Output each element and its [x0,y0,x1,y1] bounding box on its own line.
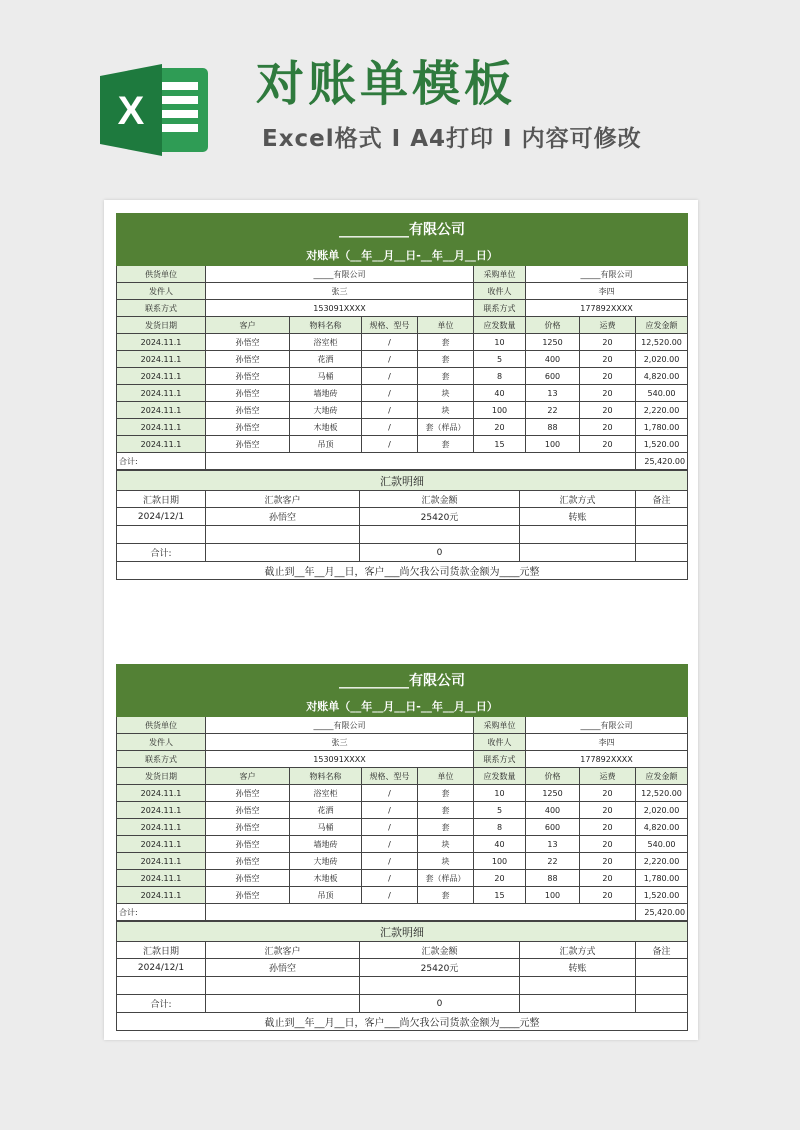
supplier-value[interactable]: _____有限公司 [206,266,474,283]
table-cell[interactable]: 40 [474,836,526,853]
balance-note[interactable]: 截止到__年__月__日，客户___尚欠我公司货款金额为____元整 [117,562,688,580]
table-cell[interactable]: 墙地砖 [290,836,362,853]
remittance-cell[interactable]: 2024/12/1 [117,508,206,526]
remittance-total-label: 合计: [117,544,206,562]
period-title[interactable]: 对账单（__年__月__日-__年__月__日） [117,244,688,266]
table-row [117,870,688,887]
table-cell[interactable]: 22 [526,402,580,419]
table-cell[interactable]: / [362,402,418,419]
table-cell[interactable]: 2,220.00 [636,853,688,870]
table-cell[interactable]: / [362,385,418,402]
contact-label-right: 联系方式 [474,751,526,768]
table-cell[interactable]: 400 [526,802,580,819]
table-cell[interactable]: 1,520.00 [636,887,688,904]
table-cell[interactable]: 大地砖 [290,402,362,419]
table-cell[interactable]: 20 [580,785,636,802]
table-cell[interactable]: 孙悟空 [206,836,290,853]
table-cell[interactable]: 吊顶 [290,436,362,453]
table-cell[interactable]: 100 [474,853,526,870]
table-cell[interactable]: 22 [526,853,580,870]
table-cell[interactable]: 4,820.00 [636,819,688,836]
column-header: 物料名称 [290,768,362,785]
table-cell[interactable]: 20 [580,334,636,351]
table-cell[interactable]: 20 [580,836,636,853]
remittance-title: 汇款明细 [117,471,688,491]
statement-copy-2 [116,664,687,1031]
buyer-label: 采购单位 [474,717,526,734]
table-cell[interactable]: / [362,419,418,436]
remittance-row [117,959,688,977]
table-cell[interactable]: 540.00 [636,836,688,853]
table-cell[interactable]: 套 [418,368,474,385]
remittance-column-header: 汇款日期 [117,942,206,959]
table-cell[interactable]: 10 [474,334,526,351]
table-cell[interactable]: 20 [580,351,636,368]
table-cell[interactable]: 88 [526,870,580,887]
table-cell[interactable]: 孙悟空 [206,402,290,419]
remittance-column-header: 汇款日期 [117,491,206,508]
table-cell[interactable]: / [362,819,418,836]
table-cell[interactable]: 块 [418,853,474,870]
total-spacer [206,904,636,921]
statement-table [116,664,688,921]
table-cell[interactable]: 2024.11.1 [117,802,206,819]
table-cell[interactable]: 2024.11.1 [117,836,206,853]
contact-label-left: 联系方式 [117,300,206,317]
table-cell[interactable]: 5 [474,351,526,368]
column-header: 应发数量 [474,768,526,785]
table-cell[interactable]: 孙悟空 [206,785,290,802]
table-cell[interactable]: 540.00 [636,385,688,402]
sender-value[interactable]: 张三 [206,283,474,300]
table-cell[interactable]: 块 [418,385,474,402]
table-cell[interactable]: 13 [526,836,580,853]
table-cell[interactable]: 100 [526,436,580,453]
table-cell[interactable]: 吊顶 [290,887,362,904]
table-row [117,334,688,351]
receiver-label: 收件人 [474,734,526,751]
remittance-column-header: 汇款金额 [360,942,520,959]
table-cell[interactable]: 1,780.00 [636,870,688,887]
buyer-value[interactable]: _____有限公司 [526,717,688,734]
remittance-row-empty [117,977,688,995]
remittance-cell[interactable]: 孙悟空 [206,959,360,977]
excel-logo-icon [100,62,212,158]
table-cell[interactable]: 木地板 [290,870,362,887]
table-cell[interactable]: 15 [474,887,526,904]
table-cell[interactable]: 2024.11.1 [117,887,206,904]
company-title[interactable]: __________有限公司 [117,665,688,695]
table-cell[interactable]: 600 [526,819,580,836]
table-cell[interactable]: 20 [474,419,526,436]
remittance-table [116,470,688,580]
column-header: 价格 [526,317,580,334]
table-cell[interactable]: 套 [418,802,474,819]
table-cell[interactable]: 100 [526,887,580,904]
table-row [117,887,688,904]
table-cell[interactable]: 2024.11.1 [117,819,206,836]
table-cell[interactable]: 20 [580,802,636,819]
table-cell[interactable]: / [362,334,418,351]
contact-label-right: 联系方式 [474,300,526,317]
table-cell[interactable]: 600 [526,368,580,385]
page-header [0,0,800,190]
column-header: 应发金额 [636,317,688,334]
table-cell[interactable]: 2,020.00 [636,802,688,819]
table-cell[interactable]: 20 [580,402,636,419]
total-value[interactable]: 25,420.00 [636,453,688,470]
contact-value-right[interactable]: 177892XXXX [526,751,688,768]
table-cell[interactable]: 孙悟空 [206,853,290,870]
remittance-title: 汇款明细 [117,922,688,942]
table-cell[interactable]: 大地砖 [290,853,362,870]
remittance-column-header: 汇款客户 [206,491,360,508]
table-cell[interactable]: 马桶 [290,819,362,836]
table-row [117,351,688,368]
table-cell[interactable]: 4,820.00 [636,368,688,385]
table-cell[interactable]: 1,520.00 [636,436,688,453]
table-cell[interactable]: 木地板 [290,419,362,436]
column-header: 单位 [418,317,474,334]
table-row [117,853,688,870]
table-cell[interactable]: 花洒 [290,802,362,819]
sender-label: 发件人 [117,283,206,300]
table-cell[interactable]: 20 [580,819,636,836]
table-cell[interactable]: 15 [474,436,526,453]
buyer-value[interactable]: _____有限公司 [526,266,688,283]
table-cell[interactable]: 20 [580,887,636,904]
remittance-cell[interactable]: 孙悟空 [206,508,360,526]
table-cell[interactable]: 孙悟空 [206,887,290,904]
remittance-cell[interactable]: 2024/12/1 [117,959,206,977]
column-header: 应发金额 [636,768,688,785]
table-cell[interactable]: / [362,436,418,453]
receiver-value[interactable]: 李四 [526,283,688,300]
table-cell[interactable]: 20 [580,436,636,453]
table-cell[interactable]: 8 [474,368,526,385]
contact-value-right[interactable]: 177892XXXX [526,300,688,317]
table-cell[interactable]: 套 [418,436,474,453]
contact-value-left[interactable]: 153091XXXX [206,300,474,317]
table-cell[interactable]: 花洒 [290,351,362,368]
remittance-column-header: 汇款方式 [520,942,636,959]
remittance-table [116,921,688,1031]
table-cell[interactable]: 2024.11.1 [117,419,206,436]
remittance-cell[interactable]: 转账 [520,959,636,977]
remittance-cell[interactable]: 转账 [520,508,636,526]
table-cell[interactable]: 1,780.00 [636,419,688,436]
table-cell[interactable]: 10 [474,785,526,802]
table-cell[interactable]: 2024.11.1 [117,785,206,802]
remittance-total-label: 合计: [117,995,206,1013]
page-subtitle: Excel格式 I A4打印 I 内容可修改 [262,126,642,152]
table-cell[interactable]: 13 [526,385,580,402]
document-sheet [104,200,698,1040]
table-cell[interactable]: 浴室柜 [290,334,362,351]
table-cell[interactable]: 套 [418,887,474,904]
sender-value[interactable]: 张三 [206,734,474,751]
sender-label: 发件人 [117,734,206,751]
table-cell[interactable]: / [362,887,418,904]
table-cell[interactable]: 1250 [526,334,580,351]
table-row [117,802,688,819]
table-cell[interactable]: 2024.11.1 [117,351,206,368]
remittance-column-header: 汇款客户 [206,942,360,959]
table-cell[interactable]: 套 [418,785,474,802]
table-cell[interactable]: 浴室柜 [290,785,362,802]
contact-value-left[interactable]: 153091XXXX [206,751,474,768]
total-label: 合计: [117,904,206,921]
column-header: 运费 [580,317,636,334]
table-cell[interactable]: / [362,870,418,887]
table-cell[interactable]: 20 [580,853,636,870]
remittance-column-header: 备注 [636,942,688,959]
supplier-value[interactable]: _____有限公司 [206,717,474,734]
receiver-value[interactable]: 李四 [526,734,688,751]
table-cell[interactable]: 12,520.00 [636,785,688,802]
table-row [117,368,688,385]
table-cell[interactable]: / [362,785,418,802]
remittance-column-header: 备注 [636,491,688,508]
contact-label-left: 联系方式 [117,751,206,768]
table-cell[interactable]: 2024.11.1 [117,436,206,453]
table-cell[interactable]: 400 [526,351,580,368]
table-cell[interactable]: / [362,351,418,368]
remittance-column-header: 汇款金额 [360,491,520,508]
column-header: 物料名称 [290,317,362,334]
table-cell[interactable]: 2024.11.1 [117,334,206,351]
table-cell[interactable]: 100 [474,402,526,419]
table-cell[interactable]: 20 [580,419,636,436]
remittance-cell[interactable]: 25420元 [360,959,520,977]
table-cell[interactable]: / [362,853,418,870]
table-cell[interactable]: / [362,802,418,819]
table-cell[interactable]: 套 [418,819,474,836]
table-cell[interactable]: 8 [474,819,526,836]
column-header: 价格 [526,768,580,785]
table-cell[interactable]: 套 [418,351,474,368]
page-title: 对账单模板 [256,56,517,112]
table-row [117,419,688,436]
remittance-row [117,508,688,526]
supplier-label: 供货单位 [117,717,206,734]
table-cell[interactable]: 孙悟空 [206,368,290,385]
table-cell[interactable]: / [362,836,418,853]
table-cell[interactable]: 孙悟空 [206,819,290,836]
table-cell[interactable]: 40 [474,385,526,402]
remittance-total-value[interactable]: 0 [360,995,520,1013]
table-cell[interactable]: 2,020.00 [636,351,688,368]
table-row [117,385,688,402]
excel-logo-letter: X [117,89,145,133]
table-cell[interactable]: 马桶 [290,368,362,385]
table-cell[interactable]: 孙悟空 [206,419,290,436]
table-cell[interactable]: 孙悟空 [206,870,290,887]
column-header: 客户 [206,768,290,785]
table-cell[interactable]: 12,520.00 [636,334,688,351]
column-header: 发货日期 [117,317,206,334]
table-cell[interactable]: 孙悟空 [206,385,290,402]
table-row [117,402,688,419]
table-cell[interactable]: 2024.11.1 [117,853,206,870]
period-title[interactable]: 对账单（__年__月__日-__年__月__日） [117,695,688,717]
total-label: 合计: [117,453,206,470]
table-cell[interactable]: 2024.11.1 [117,402,206,419]
table-cell[interactable]: 墙地砖 [290,385,362,402]
remittance-cell[interactable] [636,508,688,526]
remittance-column-header: 汇款方式 [520,491,636,508]
table-cell[interactable]: 套（样品） [418,419,474,436]
column-header: 规格、型号 [362,317,418,334]
receiver-label: 收件人 [474,283,526,300]
table-cell[interactable]: 孙悟空 [206,334,290,351]
table-row [117,785,688,802]
table-cell[interactable]: 5 [474,802,526,819]
table-cell[interactable]: 1250 [526,785,580,802]
statement-table [116,213,688,470]
table-cell[interactable]: 孙悟空 [206,436,290,453]
table-cell[interactable]: 套 [418,334,474,351]
total-spacer [206,453,636,470]
table-cell[interactable]: 套（样品） [418,870,474,887]
company-title[interactable]: __________有限公司 [117,214,688,244]
table-row [117,836,688,853]
table-cell[interactable]: 20 [580,870,636,887]
table-cell[interactable]: 孙悟空 [206,351,290,368]
column-header: 客户 [206,317,290,334]
statement-copy-1 [116,213,687,580]
buyer-label: 采购单位 [474,266,526,283]
table-cell[interactable]: 块 [418,836,474,853]
remittance-row-empty [117,526,688,544]
table-cell[interactable]: 20 [580,368,636,385]
total-value[interactable]: 25,420.00 [636,904,688,921]
column-header: 应发数量 [474,317,526,334]
remittance-cell[interactable]: 25420元 [360,508,520,526]
table-cell[interactable]: 块 [418,402,474,419]
table-row [117,819,688,836]
column-header: 规格、型号 [362,768,418,785]
column-header: 发货日期 [117,768,206,785]
table-cell[interactable]: 88 [526,419,580,436]
column-header: 单位 [418,768,474,785]
table-cell[interactable]: 2024.11.1 [117,385,206,402]
table-cell[interactable]: 孙悟空 [206,802,290,819]
table-cell[interactable]: / [362,368,418,385]
table-row [117,436,688,453]
remittance-cell[interactable] [636,959,688,977]
table-cell[interactable]: 20 [580,385,636,402]
remittance-total-value[interactable]: 0 [360,544,520,562]
table-cell[interactable]: 2024.11.1 [117,870,206,887]
balance-note[interactable]: 截止到__年__月__日，客户___尚欠我公司货款金额为____元整 [117,1013,688,1031]
table-cell[interactable]: 2024.11.1 [117,368,206,385]
supplier-label: 供货单位 [117,266,206,283]
table-cell[interactable]: 2,220.00 [636,402,688,419]
table-cell[interactable]: 20 [474,870,526,887]
column-header: 运费 [580,768,636,785]
